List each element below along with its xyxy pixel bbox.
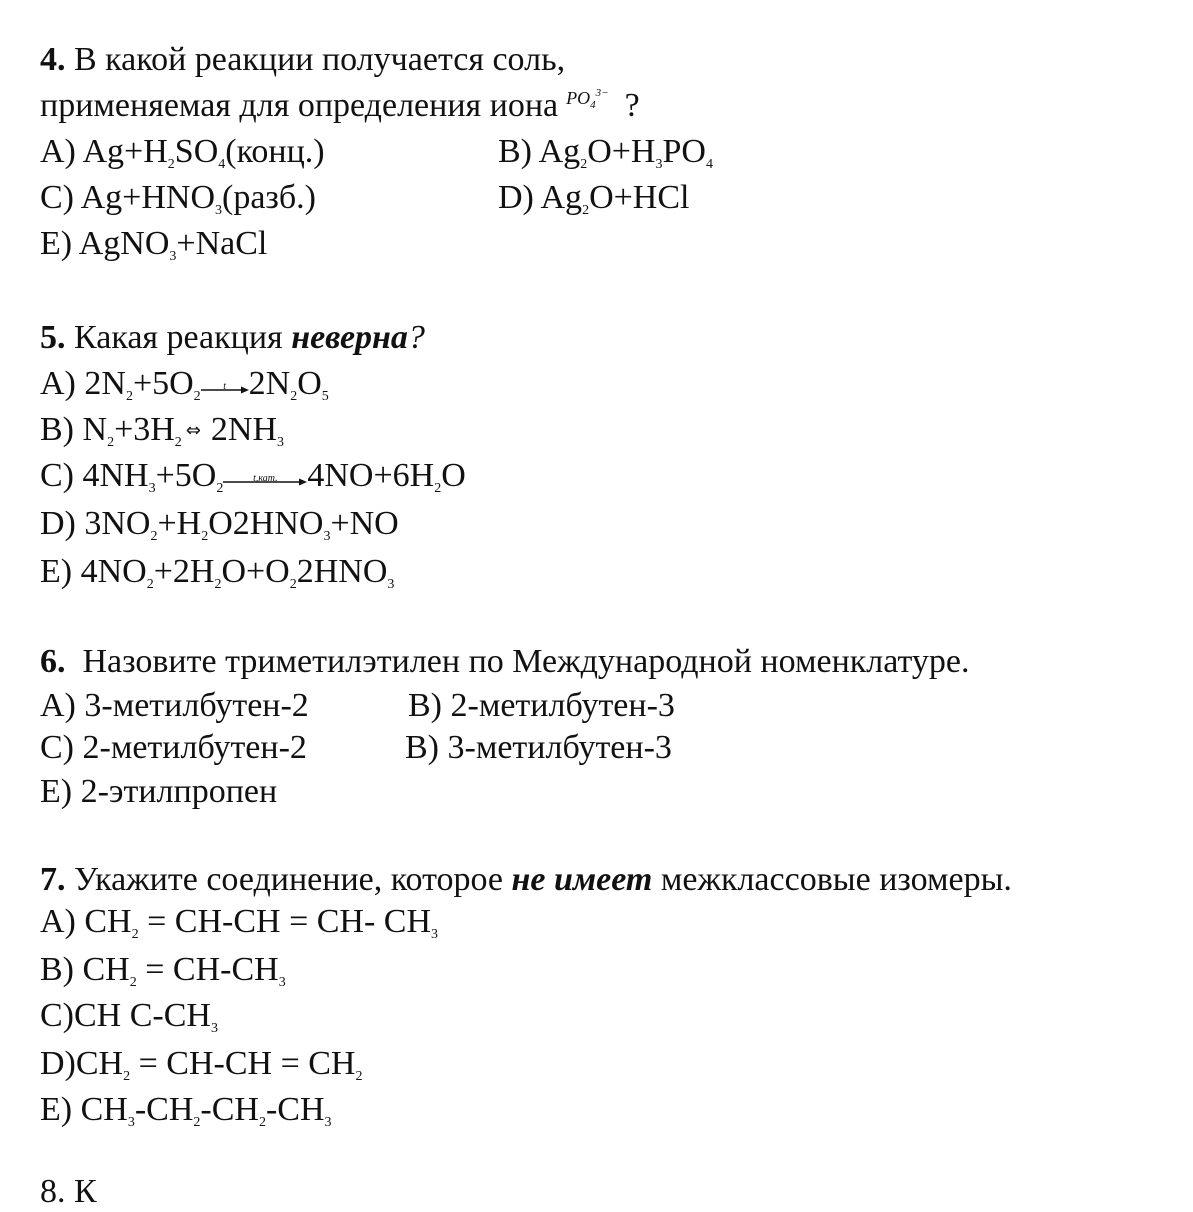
q6-option-b: B) 2-метилбутен-3 (408, 687, 675, 724)
q6-option-d: B) 3-метилбутен-3 (405, 729, 672, 766)
q6-option-e: E) 2-этилпропен (40, 773, 278, 810)
q6-option-c: C) 2-метилбутен-2 (40, 729, 307, 766)
equilibrium-arrow-icon: ⇔ (185, 420, 201, 441)
q7-option-e: E) $CH_3-CH_2-CH_2-CH_3$ (40, 1091, 332, 1130)
q5-emphasis: неверна (291, 319, 408, 356)
q8-partial-line: 8. К (40, 1173, 97, 1210)
q7-option-d: $D)CH_2 = CH-CH = CH_2$ (40, 1045, 363, 1084)
reaction-arrow-icon: t,кат. (223, 461, 307, 495)
q4-option-d: D) $Ag_2O+HCl$ (498, 179, 690, 218)
q5-option-b: B) $N_2+3H_2\Leftrightarrow$ $2NH_3$ (40, 411, 284, 450)
q6-option-a: A) 3-метилбутен-2 (40, 687, 309, 724)
q5-option-c: C) $4NH_3+5O_2$ t,кат. $4NO+6H_2O$ (40, 457, 466, 496)
q4-line-1 (40, 40, 565, 80)
q4-text-line1: В какой реакции получается соль, (74, 41, 566, 78)
q4-option-b: B) $Ag_2O+H_3PO_4$ (498, 133, 713, 172)
q5-option-a: A) $2N_2+5O_2$ t $2N_2O_5$ (40, 365, 329, 404)
q5-heading: 5. Какая реакция неверна? (40, 319, 425, 356)
q5-option-d: D) $3NO_2+H_2O2HNO_3+NO$ (40, 505, 399, 544)
q4-line-2 (40, 86, 640, 130)
q6-number: 6. (40, 643, 66, 680)
q7-number: 7. (40, 861, 66, 898)
q7-option-b: B) $CH_2 = CH-CH_3$ (40, 951, 286, 990)
q5-number: 5. (40, 319, 66, 356)
reaction-arrow-icon: t (201, 369, 249, 403)
q7-heading: 7. Укажите соединение, которое не имеет межклассовые изомеры. (40, 861, 1012, 898)
q4-ion: PO43− (566, 87, 609, 111)
q7-emphasis: не имеет (511, 861, 653, 898)
q5-option-e: E) $4NO_2+2H_2O+O_22HNO_3$ (40, 553, 395, 592)
q6-heading: 6. Назовите триметилэтилен по Международной номенклатуре. (40, 643, 970, 680)
q4-option-c: C) $Ag+HNO_3(разб.)$ (40, 179, 316, 218)
q4-option-a: A) $Ag+H_2SO_4(конц.)$ (40, 133, 325, 172)
q7-option-a: A) $CH_2 = CH-CH = CH-$ $CH_3$ (40, 903, 439, 942)
q4-text-line2: применяемая для определения иона (40, 87, 559, 124)
q4-question-mark: ? (624, 87, 640, 124)
q7-option-c: C)CH $C-CH_3$ (40, 997, 218, 1036)
q4-option-e: E) AgNO$_3$+NaCl (40, 225, 268, 264)
q4-number: 4. (40, 41, 66, 78)
